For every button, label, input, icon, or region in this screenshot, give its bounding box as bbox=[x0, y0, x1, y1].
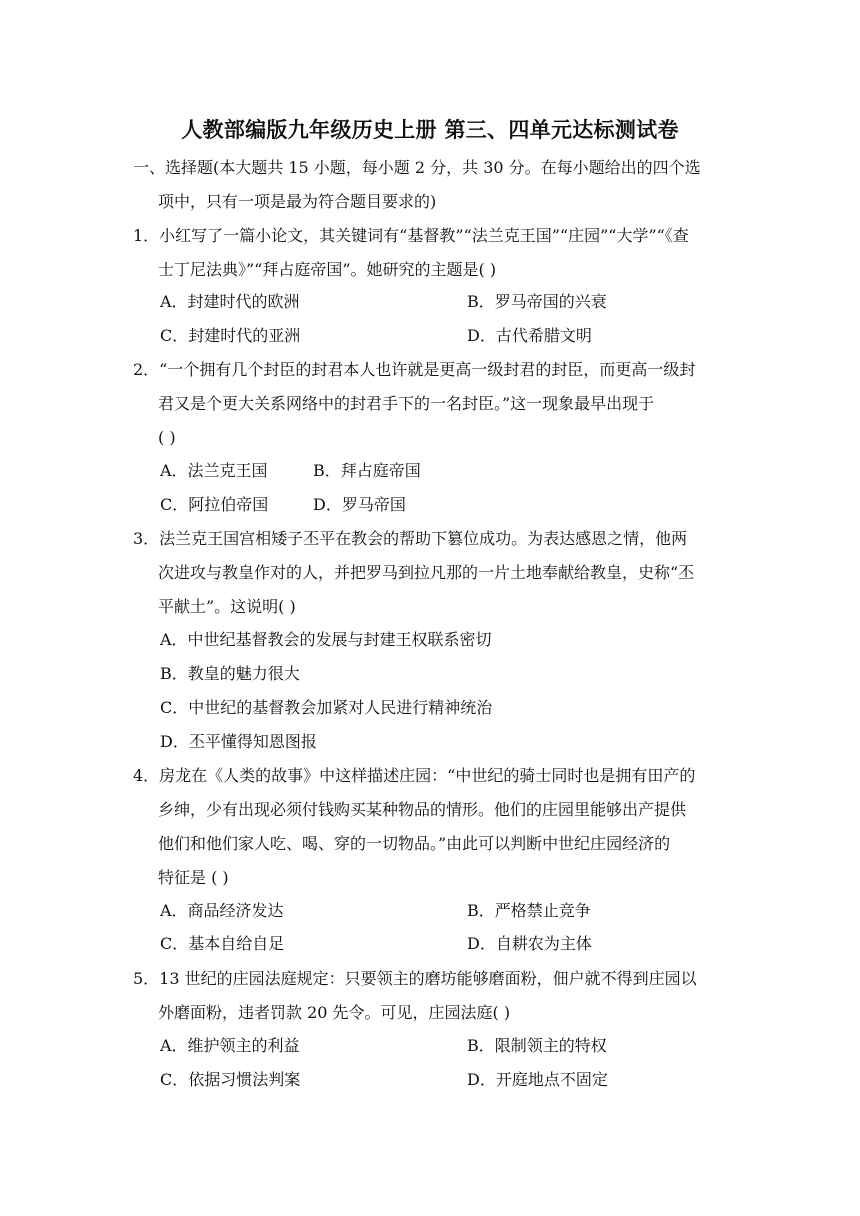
question-2-line-2: 君又是个更大关系网络中的封君手下的一名封臣。”这一现象最早出现于 bbox=[158, 394, 655, 413]
question-4-option-d: D．自耕农为主体 bbox=[467, 934, 592, 953]
question-3-option-c: C．中世纪的基督教会加紧对人民进行精神统治 bbox=[160, 698, 493, 717]
question-4-option-b: B．严格禁止竞争 bbox=[467, 901, 591, 920]
question-2-line-3: ( ) bbox=[158, 428, 176, 447]
question-1-option-a: A．封建时代的欧洲 bbox=[160, 292, 300, 311]
question-4-line-2: 乡绅，少有出现必须付钱购买某种物品的情形。他们的庄园里能够出产提供 bbox=[158, 800, 687, 819]
question-2-line-1: 2．“一个拥有几个封臣的封君本人也许就是更高一级封君的封臣，而更高一级封 bbox=[133, 360, 696, 379]
question-5-option-b: B．限制领主的特权 bbox=[467, 1036, 607, 1055]
section-heading-line-2: 项中，只有一项是最为符合题目要求的) bbox=[158, 192, 437, 211]
question-1-option-b: B．罗马帝国的兴衰 bbox=[467, 292, 607, 311]
section-heading-line-1: 一、选择题(本大题共 15 小题，每小题 2 分，共 30 分。在每小题给出的四个选 bbox=[133, 158, 701, 177]
question-3-option-b: B．教皇的魅力很大 bbox=[160, 664, 300, 683]
exam-title: 人教部编版九年级历史上册 第三、四单元达标测试卷 bbox=[181, 118, 679, 142]
question-2-option-c: C．阿拉伯帝国 bbox=[160, 495, 269, 514]
question-1-line-2: 士丁尼法典》”“拜占庭帝国”。她研究的主题是( ) bbox=[158, 260, 497, 279]
question-4-line-4: 特征是 ( ) bbox=[158, 868, 229, 887]
question-5-option-c: C．依据习惯法判案 bbox=[160, 1070, 301, 1089]
question-1-option-c: C．封建时代的亚洲 bbox=[160, 326, 301, 345]
question-5-line-2: 外磨面粉，违者罚款 20 先令。可见，庄园法庭( ) bbox=[158, 1003, 511, 1022]
question-5-option-a: A．维护领主的利益 bbox=[160, 1036, 300, 1055]
question-2-option-a: A．法兰克王国 bbox=[160, 461, 268, 480]
question-2-option-b: B．拜占庭帝国 bbox=[313, 461, 421, 480]
question-4-option-a: A．商品经济发达 bbox=[160, 901, 284, 920]
question-4-line-1: 4．房龙在《人类的故事》中这样描述庄园：“中世纪的骑士同时也是拥有田产的 bbox=[133, 766, 696, 785]
question-1-line-1: 1．小红写了一篇小论文，其关键词有“基督教”“法兰克王国”“庄园”“大学”“《查 bbox=[133, 226, 689, 245]
question-3-line-3: 平献土”。这说明( ) bbox=[158, 597, 296, 616]
question-5-option-d: D．开庭地点不固定 bbox=[467, 1070, 608, 1089]
question-3-line-1: 3．法兰克王国宫相矮子丕平在教会的帮助下篡位成功。为表达感恩之情，他两 bbox=[133, 529, 688, 548]
question-3-line-2: 次进攻与教皇作对的人，并把罗马到拉凡那的一片土地奉献给教皇，史称“丕 bbox=[158, 563, 695, 582]
question-5-line-1: 5．13 世纪的庄园法庭规定：只要领主的磨坊能够磨面粉，佃户就不得到庄园以 bbox=[133, 969, 697, 988]
question-4-line-3: 他们和他们家人吃、喝、穿的一切物品。”由此可以判断中世纪庄园经济的 bbox=[158, 834, 671, 853]
question-3-option-d: D．丕平懂得知恩图报 bbox=[160, 732, 317, 751]
question-4-option-c: C．基本自给自足 bbox=[160, 934, 285, 953]
question-3-option-a: A．中世纪基督教会的发展与封建王权联系密切 bbox=[160, 630, 492, 649]
question-1-option-d: D．古代希腊文明 bbox=[467, 326, 592, 345]
question-2-option-d: D．罗马帝国 bbox=[313, 495, 406, 514]
